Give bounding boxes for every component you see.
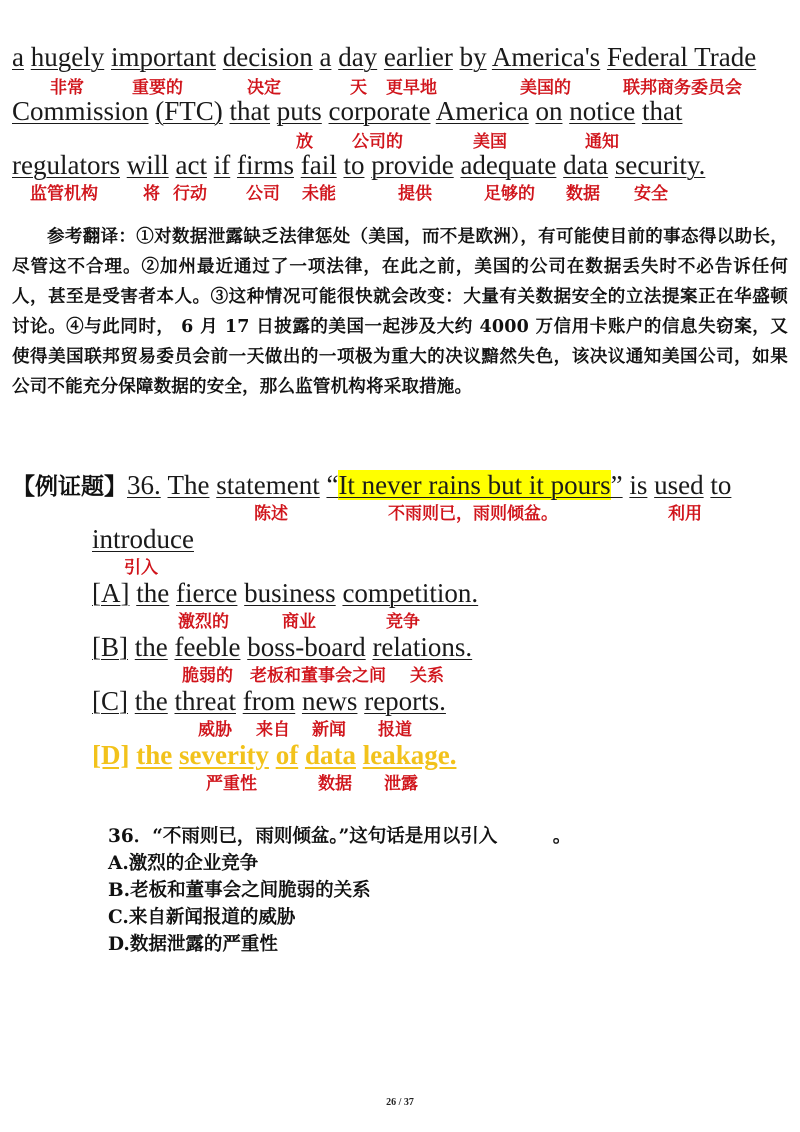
word: (FTC)	[155, 96, 223, 126]
annotation: 来自	[256, 720, 290, 740]
annotation: 竞争	[386, 612, 420, 632]
question-stem	[12, 470, 731, 502]
question-number: 36.	[127, 470, 161, 500]
annotation: 报道	[378, 720, 412, 740]
word: the	[134, 632, 168, 662]
word: security.	[614, 150, 706, 180]
word: a	[12, 42, 24, 72]
word: feeble	[174, 632, 241, 662]
annotation: 激烈的	[178, 612, 229, 632]
annotation: 严重性	[206, 774, 257, 794]
annotation: 通知	[585, 132, 619, 152]
close-quote: ”	[610, 470, 623, 500]
cn-option-d: D.数据泄露的严重性	[108, 934, 278, 955]
option-d[interactable]	[92, 740, 456, 770]
word: news	[301, 686, 358, 716]
word: regulators	[12, 150, 120, 180]
word: to	[710, 470, 732, 500]
annotation: 重要的	[132, 78, 183, 98]
annotation: 商业	[282, 612, 316, 632]
word: data	[563, 150, 609, 180]
word: used	[654, 470, 704, 500]
annotation: 放	[296, 132, 313, 152]
annotation: 美国的	[520, 78, 571, 98]
word: relations.	[372, 632, 473, 662]
question-label: 【例证题】	[12, 474, 127, 500]
word: of	[275, 740, 299, 770]
word: [C]	[92, 686, 128, 716]
annotation: 脆弱的	[182, 666, 233, 686]
annotation: 不雨则已，雨则倾盆。	[388, 504, 558, 524]
word: will	[126, 150, 169, 180]
word: is	[629, 470, 648, 500]
word: by	[459, 42, 487, 72]
passage-line-1	[12, 42, 756, 72]
reference-translation	[12, 222, 788, 402]
word: introduce	[92, 524, 194, 554]
option-c[interactable]	[92, 686, 446, 716]
word: that	[229, 96, 271, 126]
word: on	[535, 96, 563, 126]
word: the	[136, 740, 173, 770]
word: severity	[178, 740, 269, 770]
annotation: 公司的	[352, 132, 403, 152]
annotation: 美国	[473, 132, 507, 152]
highlighted-quote: It never rains but it pours	[338, 470, 611, 500]
word: firms	[236, 150, 294, 180]
annotation: 足够的	[484, 184, 535, 204]
annotation: 泄露	[384, 774, 418, 794]
word: from	[242, 686, 296, 716]
word: decision	[222, 42, 313, 72]
word: America	[435, 96, 529, 126]
word: reports.	[364, 686, 446, 716]
annotation: 威胁	[198, 720, 232, 740]
word	[326, 470, 622, 500]
open-quote: “	[326, 470, 339, 500]
word: a	[319, 42, 332, 72]
word: fierce	[175, 578, 238, 608]
word: leakage.	[362, 740, 457, 770]
word: boss-board	[247, 632, 366, 662]
word: data	[304, 740, 356, 770]
word: fail	[300, 150, 337, 180]
annotation: 陈述	[254, 504, 288, 524]
word: statement	[216, 470, 320, 500]
word: puts	[276, 96, 322, 126]
annotation: 非常	[50, 78, 84, 98]
question-stem-cont	[92, 524, 194, 554]
annotation: 行动	[173, 184, 207, 204]
word: the	[136, 578, 170, 608]
word: [B]	[92, 632, 128, 662]
annotation: 联邦商务委员会	[623, 78, 742, 98]
annotation: 将	[143, 184, 160, 204]
word: corporate	[328, 96, 431, 126]
annotation: 安全	[634, 184, 668, 204]
annotation: 新闻	[312, 720, 346, 740]
word: important	[110, 42, 216, 72]
word: act	[175, 150, 207, 180]
cn-question-stem: 36．“不雨则已，雨则倾盆。”这句话是用以引入 。	[108, 826, 572, 847]
word: to	[343, 150, 365, 180]
annotation: 引入	[124, 558, 158, 578]
option-b[interactable]	[92, 632, 472, 662]
annotation: 更早地	[386, 78, 437, 98]
word: The	[167, 470, 210, 500]
annotation: 公司	[246, 184, 280, 204]
annotation: 数据	[566, 184, 600, 204]
passage-line-3	[12, 150, 705, 180]
cn-option-a: A.激烈的企业竞争	[108, 853, 259, 874]
word: [D]	[92, 740, 130, 770]
word: [A]	[92, 578, 130, 608]
annotation: 未能	[302, 184, 336, 204]
word: the	[134, 686, 168, 716]
page-number: 26 / 37	[386, 1097, 414, 1108]
word: if	[213, 150, 231, 180]
annotation: 数据	[318, 774, 352, 794]
annotation: 老板和董事会之间	[250, 666, 386, 686]
cn-option-b: B.老板和董事会之间脆弱的关系	[108, 880, 371, 901]
annotation: 天	[350, 78, 367, 98]
word: Commission	[12, 96, 149, 126]
annotation: 关系	[410, 666, 444, 686]
word: adequate	[460, 150, 557, 180]
word: competition.	[342, 578, 479, 608]
word: provide	[371, 150, 454, 180]
annotation: 决定	[247, 78, 281, 98]
cn-option-c: C.来自新闻报道的威胁	[108, 907, 296, 928]
annotation: 提供	[398, 184, 432, 204]
word: Federal Trade	[606, 42, 757, 72]
word: business	[244, 578, 336, 608]
word: that	[641, 96, 683, 126]
translation-text: 参考翻译：①对数据泄露缺乏法律惩处（美国，而不是欧洲），有可能使目前的事态得以助长，尽管这不合理。②加州最近通过了一项法律，在此之前，美国的公司在数据丢失时不必告诉任何人，甚至是受害者本人。③这种情况可能很快就会改变：大量有关数据安全的立法提案正在华盛顿讨论。④与此同时， 6 月 17 日披露的美国一起涉及大约 4000 万信用卡账户的信息失窃案，又使得美国联邦贸易委员会前一天做出的一项极为重大的决议黯然失色，该决议通知美国公司，如果公司不能充分保障数据的安全，那么监管机构将采取措施。	[12, 227, 788, 397]
passage-line-2	[12, 96, 682, 126]
annotation: 监管机构	[30, 184, 98, 204]
word: threat	[174, 686, 236, 716]
word: hugely	[30, 42, 105, 72]
option-a[interactable]	[92, 578, 478, 608]
word: America's	[491, 42, 601, 72]
annotation: 利用	[668, 504, 702, 524]
word: day	[338, 42, 378, 72]
word: notice	[569, 96, 636, 126]
word: earlier	[383, 42, 453, 72]
